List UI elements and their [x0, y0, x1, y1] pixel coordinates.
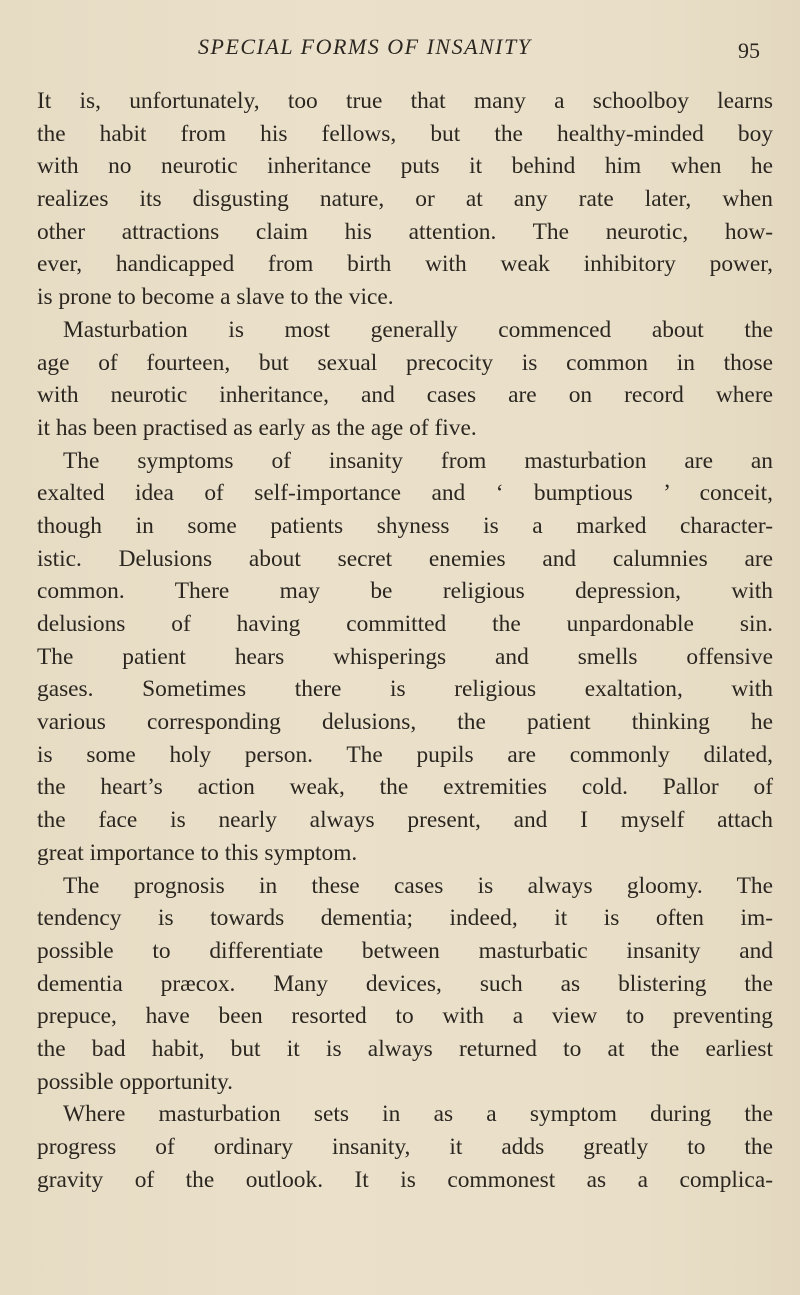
text-line: The prognosis in these cases is always gloomy. The	[63, 872, 773, 899]
running-head	[0, 34, 800, 64]
text-line: gravity of the outlook. It is commonest as a complica-	[37, 1166, 773, 1193]
text-line: progress of ordinary insanity, it adds greatly to the	[37, 1134, 773, 1160]
text-line: the bad habit, but it is always returned to at the earliest	[37, 1035, 773, 1062]
text-line: The symptoms of insanity from masturbation are an	[63, 447, 773, 474]
text-line: realizes its disgusting nature, or at any rate later, when	[37, 186, 773, 213]
text-line: possible opportunity.	[37, 1068, 233, 1095]
text-line: It is, unfortunately, too true that many a schoolboy learns	[37, 88, 773, 114]
text-line: the face is nearly always present, and I myself attach	[37, 807, 773, 834]
text-line: common. There may be religious depression, with	[37, 578, 773, 605]
text-line: istic. Delusions about secret enemies and calumnies are	[37, 545, 773, 572]
text-line: the heart’s action weak, the extremities cold. Pallor of	[37, 774, 773, 801]
text-line: great importance to this symptom.	[37, 839, 358, 866]
text-line: gases. Sometimes there is religious exaltation, with	[37, 676, 773, 703]
text-line: other attractions claim his attention. The neurotic, how-	[37, 218, 773, 245]
text-line: delusions of having committed the unpardonable sin.	[37, 611, 773, 637]
text-line: possible to differentiate between masturbatic insanity and	[37, 937, 773, 964]
text-line: various corresponding delusions, the patient thinking he	[37, 709, 773, 736]
text-line: ever, handicapped from birth with weak inhibitory power,	[37, 251, 773, 278]
text-line: though in some patients shyness is a marked character-	[37, 512, 773, 539]
text-line: tendency is towards dementia; indeed, it is often im-	[37, 905, 773, 932]
body-text	[37, 85, 787, 1196]
text-line: prepuce, have been resorted to with a view to preventing	[37, 1003, 773, 1030]
text-line: is some holy person. The pupils are commonly dilated,	[37, 741, 773, 768]
text-line: Masturbation is most generally commenced about the	[63, 316, 773, 343]
text-line: the habit from his fellows, but the healthy-minded boy	[37, 120, 773, 147]
text-line: exalted idea of self-importance and ‘ bumptious ’ conceit,	[37, 480, 773, 507]
text-line: The patient hears whisperings and smells offensive	[37, 643, 773, 670]
text-line: with no neurotic inheritance puts it behind him when he	[37, 153, 773, 180]
text-line: age of fourteen, but sexual precocity is common in those	[37, 349, 773, 376]
text-line: is prone to become a slave to the vice.	[37, 284, 394, 311]
chapter-title: SPECIAL FORMS OF INSANITY	[198, 34, 532, 59]
text-line: dementia præcox. Many devices, such as blistering the	[37, 970, 773, 997]
text-line: with neurotic inheritance, and cases are on record where	[37, 382, 773, 409]
text-line: Where masturbation sets in as a symptom during the	[63, 1101, 773, 1128]
page-number: 95	[738, 38, 760, 63]
text-line: it has been practised as early as the age of five.	[37, 414, 477, 441]
